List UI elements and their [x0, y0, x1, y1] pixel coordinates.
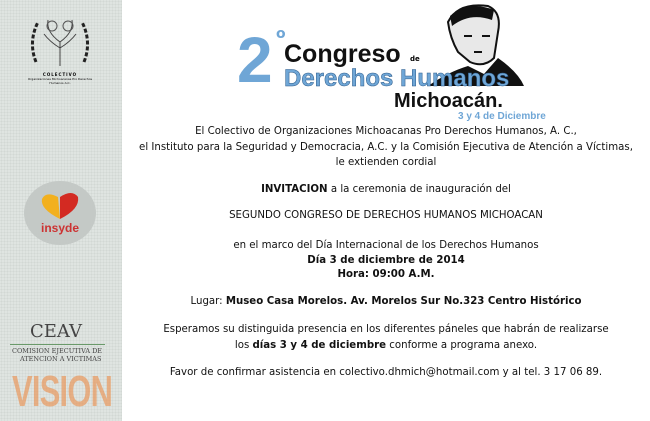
intro-line-2: el Instituto para la Seguridad y Democracia, A.C. y la Comisión Ejecutiva de Atención a Víctimas, [139, 142, 633, 153]
header-de: de [410, 55, 420, 63]
closing-line-2 [122, 339, 650, 352]
closing-text: los [234, 340, 253, 351]
heart-faces-icon [38, 189, 82, 221]
watermark: VISION [12, 367, 113, 416]
place-line [122, 295, 650, 308]
ceav-line2: ATENCION A VICTIMAS [20, 355, 102, 363]
insyde-name: insyde [40, 221, 79, 235]
colectivo-title: COLECTIVO [42, 72, 78, 77]
event-context: en el marco del Día Internacional de los Derechos Humanos [233, 240, 539, 251]
invitation-word: INVITACION [261, 184, 328, 195]
colectivo-logo [26, 12, 94, 85]
header-number: 2 [237, 24, 273, 96]
header-congreso: Congreso [284, 40, 401, 68]
header-michoacan: Michoacán. [394, 90, 503, 112]
rsvp-line: Favor de confirmar asistencia en colectivo.dhmich@hotmail.com y al tel. 3 17 06 89. [169, 367, 603, 378]
header-dates: 3 y 4 de Diciembre [458, 111, 546, 122]
closing-line-1: Esperamos su distinguida presencia en los diferentes páneles que habrán de realizarse [163, 324, 609, 335]
closing-dates: días 3 y 4 de diciembre [252, 340, 387, 351]
tree-laurel-icon [26, 12, 94, 68]
colectivo-subtitle: Organizaciones Michoacanas Pro Derechos Humanos A.C. [27, 77, 93, 85]
intro-line-3: le extienden cordial [335, 157, 437, 168]
header-derechos-humanos: Derechos Humanos [284, 65, 510, 92]
intro-line-1: El Colectivo de Organizaciones Michoacanas Pro Derechos Humanos, A. C., [195, 126, 577, 137]
event-name: SEGUNDO CONGRESO DE DERECHOS HUMANOS MICHOACAN [229, 210, 543, 221]
invitation-rest: a la ceremonia de inauguración del [327, 184, 511, 195]
insyde-logo [24, 181, 96, 245]
header-degree: o [276, 26, 286, 42]
place-label: Lugar: [190, 296, 226, 307]
ceav-logo [10, 322, 105, 363]
closing-text-end: conforme a programa anexo. [386, 340, 538, 351]
event-time: Hora: 09:00 A.M. [337, 269, 435, 280]
event-date: Día 3 de diciembre de 2014 [307, 255, 465, 266]
invitation-line [122, 183, 650, 196]
ceav-line1: COMISION EJECUTIVA DE [12, 347, 103, 355]
place-value: Museo Casa Morelos. Av. Morelos Sur No.323 Centro Histórico [225, 296, 582, 307]
ceav-acronym: CEAV [30, 321, 83, 342]
